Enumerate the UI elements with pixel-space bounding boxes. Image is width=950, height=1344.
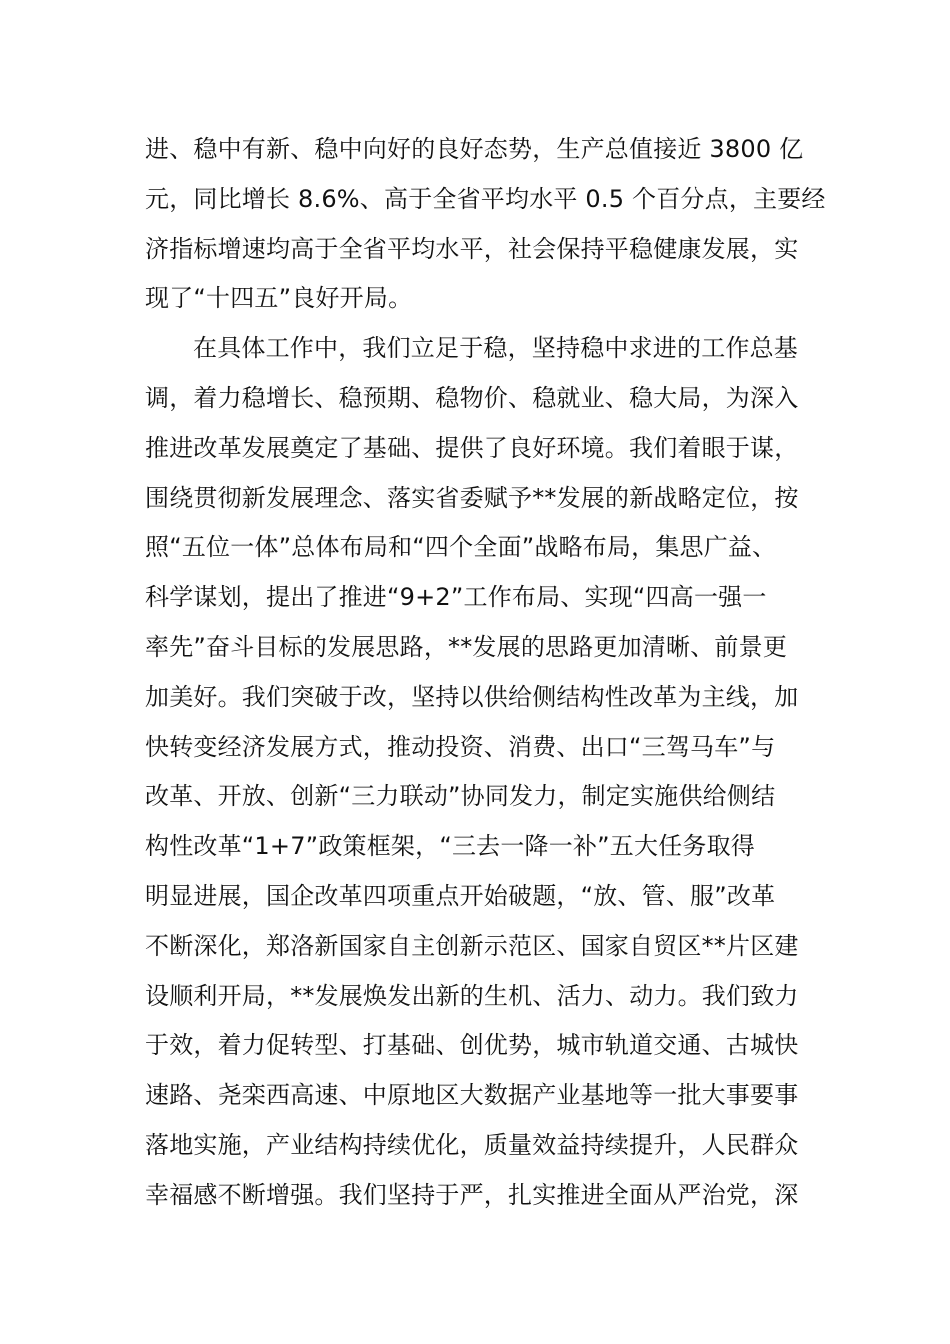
text-line: 不断深化，郑洛新国家自主创新示范区、国家自贸区**片区建 (145, 931, 799, 960)
text-line: 科学谋划，提出了推进“9+2”工作布局、实现“四高一强一 (145, 583, 767, 612)
paragraph-1 (145, 125, 826, 324)
text-line: 加美好。我们突破于改，坚持以供给侧结构性改革为主线，加 (145, 682, 799, 711)
text-line: 构性改革“1+7”政策框架，“三去一降一补”五大任务取得 (145, 832, 755, 861)
text-line: 于效，着力促转型、打基础、创优势，城市轨道交通、古城快 (145, 1031, 799, 1060)
text-line: 改革、开放、创新“三力联动”协同发力，制定实施供给侧结 (145, 782, 776, 811)
text-line: 速路、尧栾西高速、中原地区大数据产业基地等一批大事要事 (145, 1081, 799, 1110)
text-line: 明显进展，国企改革四项重点开始破题，“放、管、服”改革 (145, 881, 776, 910)
text-line: 现了“十四五”良好开局。 (145, 284, 413, 313)
text-line: 率先”奋斗目标的发展思路，**发展的思路更加清晰、前景更 (145, 632, 788, 661)
text-line: 在具体工作中，我们立足于稳，坚持稳中求进的工作总基 (193, 334, 798, 363)
paragraph-2 (145, 324, 815, 1220)
text-line: 元，同比增长 8.6%、高于全省平均水平 0.5 个百分点，主要经 (145, 184, 826, 213)
text-line: 济指标增速均高于全省平均水平，社会保持平稳健康发展，实 (145, 234, 799, 263)
text-line: 围绕贯彻新发展理念、落实省委赋予**发展的新战略定位，按 (145, 483, 799, 512)
document-body (145, 125, 826, 1221)
text-line: 幸福感不断增强。我们坚持于严，扎实推进全面从严治党，深 (145, 1180, 799, 1209)
text-line: 推进改革发展奠定了基础、提供了良好环境。我们着眼于谋， (145, 433, 799, 462)
text-line: 进、稳中有新、稳中向好的良好态势，生产总值接近 3800 亿 (145, 135, 804, 163)
text-line: 调，着力稳增长、稳预期、稳物价、稳就业、稳大局，为深入 (145, 383, 799, 412)
text-line: 设顺利开局，**发展焕发出新的生机、活力、动力。我们致力 (145, 981, 799, 1010)
text-line: 快转变经济发展方式，推动投资、消费、出口“三驾马车”与 (145, 732, 776, 761)
text-line: 照“五位一体”总体布局和“四个全面”战略布局，集思广益、 (145, 533, 777, 562)
text-line: 落地实施，产业结构持续优化，质量效益持续提升，人民群众 (145, 1130, 799, 1159)
